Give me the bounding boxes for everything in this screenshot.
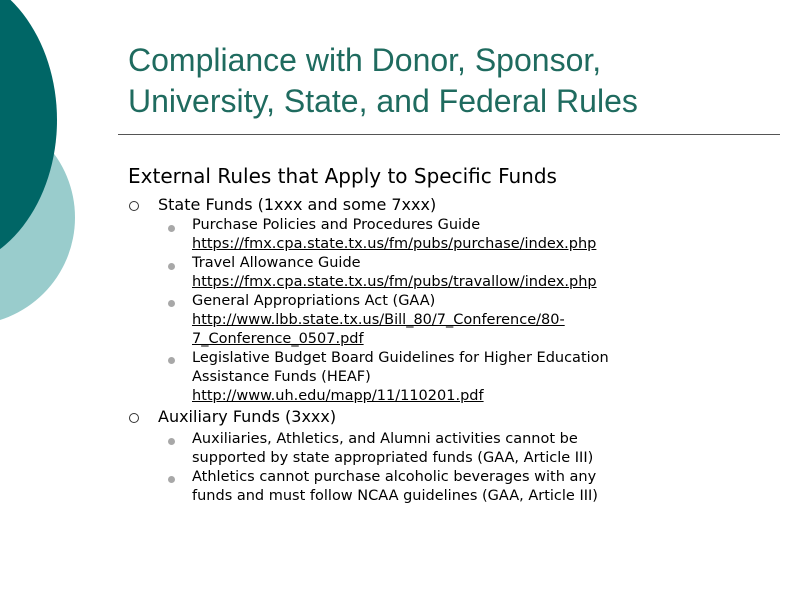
gaa-link-line1[interactable]: http://www.lbb.state.tx.us/Bill_80/7_Conference/80-	[192, 312, 565, 328]
list-item	[192, 468, 598, 506]
decorative-circles	[0, 0, 120, 360]
bullet-dot-icon	[168, 225, 175, 232]
list-item	[192, 216, 596, 254]
hollow-bullet-icon	[129, 413, 139, 423]
section-heading: External Rules that Apply to Specific Funds	[128, 164, 557, 188]
item-text-line2: Assistance Funds (HEAF)	[192, 369, 371, 385]
item-text-line2: supported by state appropriated funds (GAA, Article III)	[192, 450, 594, 466]
bullet-dot-icon	[168, 300, 175, 307]
item-text: Purchase Policies and Procedures Guide	[192, 217, 481, 233]
item-text: Travel Allowance Guide	[192, 255, 361, 271]
purchase-guide-link[interactable]: https://fmx.cpa.state.tx.us/fm/pubs/purchase/index.php	[192, 236, 597, 252]
item-text: General Appropriations Act (GAA)	[192, 293, 436, 309]
bullet-dot-icon	[168, 357, 175, 364]
auxiliary-funds-label: Auxiliary Funds (3xxx)	[158, 407, 337, 426]
slide-title-line2: University, State, and Federal Rules	[128, 83, 638, 119]
travel-guide-link[interactable]: https://fmx.cpa.state.tx.us/fm/pubs/travallow/index.php	[192, 274, 597, 290]
item-text-line1: Athletics cannot purchase alcoholic beverages with any	[192, 469, 597, 485]
list-item	[192, 254, 597, 292]
slide-title	[128, 40, 768, 122]
title-divider	[118, 134, 780, 135]
item-text-line1: Legislative Budget Board Guidelines for Higher Education	[192, 350, 609, 366]
list-item	[192, 292, 565, 349]
state-funds-label: State Funds (1xxx and some 7xxx)	[158, 195, 437, 214]
list-item	[192, 430, 593, 468]
item-text-line1: Auxiliaries, Athletics, and Alumni activities cannot be	[192, 431, 578, 447]
heaf-link[interactable]: http://www.uh.edu/mapp/11/110201.pdf	[192, 388, 484, 404]
bullet-dot-icon	[168, 438, 175, 445]
bullet-dot-icon	[168, 263, 175, 270]
slide-title-line1: Compliance with Donor, Sponsor,	[128, 42, 602, 78]
list-item	[192, 349, 609, 406]
item-text-line2: funds and must follow NCAA guidelines (GAA, Article III)	[192, 488, 598, 504]
gaa-link-line2[interactable]: 7_Conference_0507.pdf	[192, 331, 364, 347]
hollow-bullet-icon	[129, 201, 139, 211]
bullet-dot-icon	[168, 476, 175, 483]
